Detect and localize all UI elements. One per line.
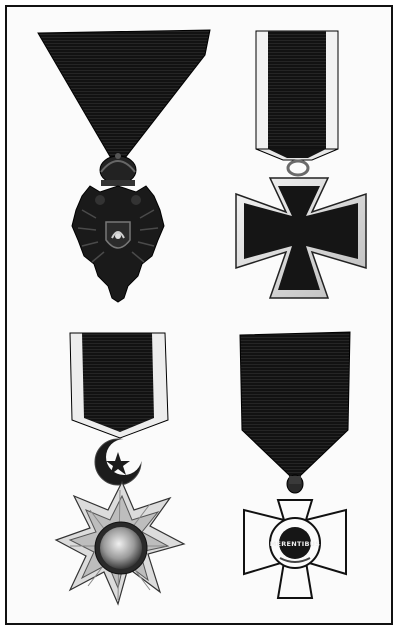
radiant-star [56,482,184,604]
medal-military-merit-cross [240,332,350,598]
crown [100,153,136,186]
central-medallion [100,527,142,569]
merit-inscription: MERENTIBUS [269,540,321,548]
suspension-ring [288,161,308,175]
cross-pattee [244,500,346,598]
striped-ribbon [256,31,338,160]
crescent-and-star [95,439,142,485]
medal-ottoman-medjidie-star [56,333,184,604]
suspension-loop [287,475,303,493]
striped-ribbon-2 [70,333,168,438]
medal-austrian-eagle-order [38,30,210,302]
triangular-ribbon [38,30,210,160]
medal-iron-cross [236,31,366,298]
cross [236,178,366,298]
double-eagle [72,186,164,302]
folded-ribbon [240,332,350,476]
